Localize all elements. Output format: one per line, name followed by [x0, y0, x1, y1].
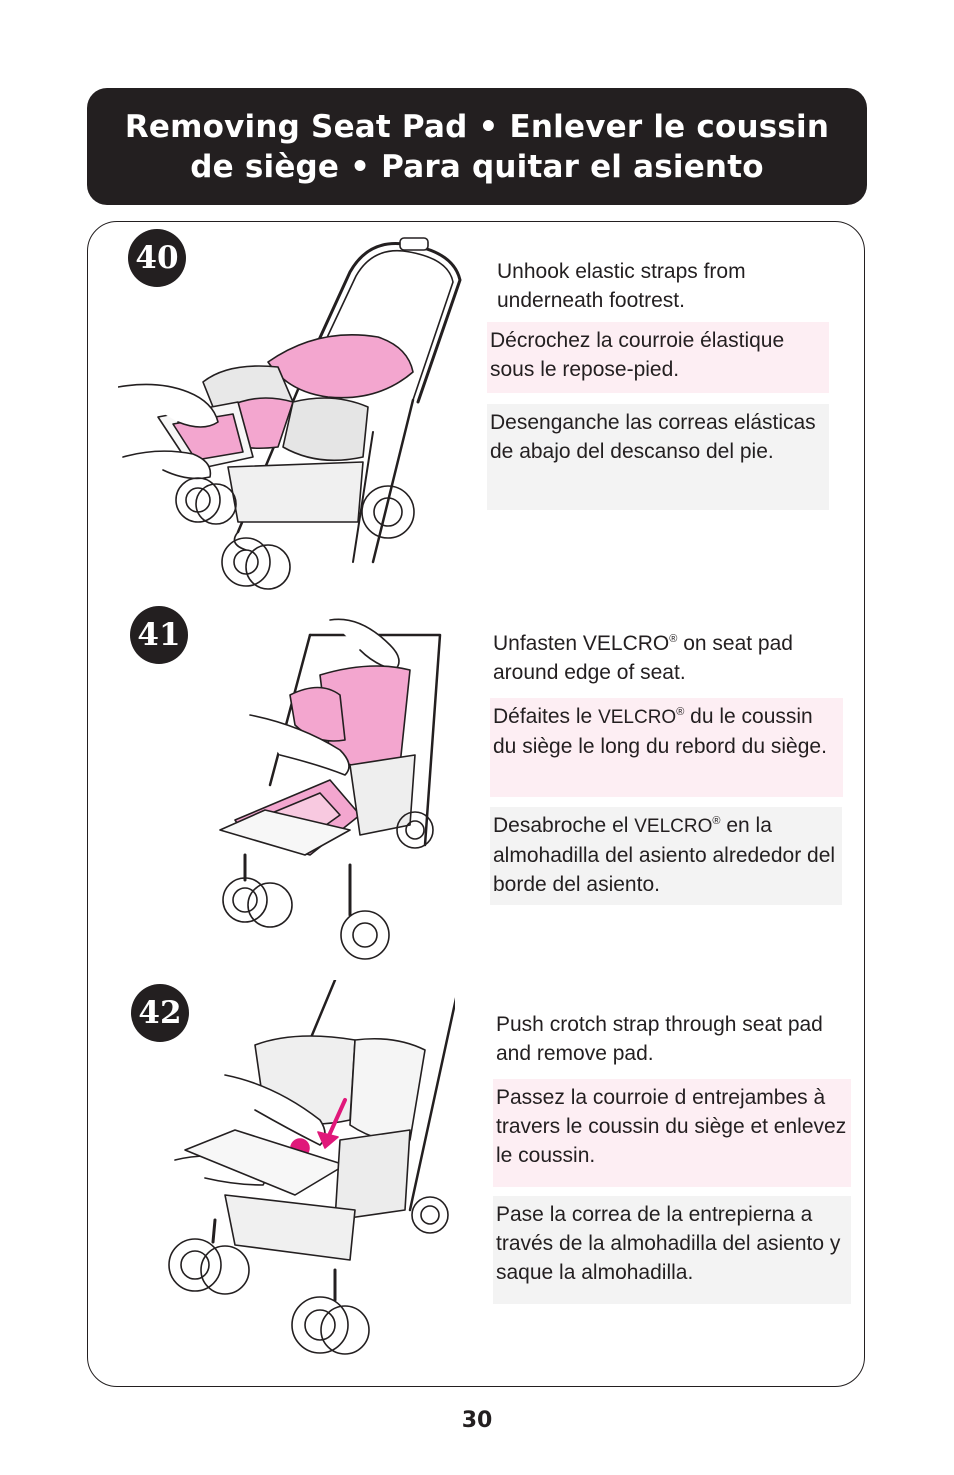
velcro-brand: VELCRO: [634, 816, 713, 837]
registered-mark: ®: [712, 815, 721, 827]
velcro-brand: VELCRO: [598, 707, 677, 728]
step-41-french: [490, 698, 843, 797]
registered-mark: ®: [676, 706, 685, 718]
step-41-french-part-2: du le coussin du siège le long du rebord du siège.: [493, 705, 827, 758]
step-40-french: Décrochez la courroie élastique sous le repose-pied.: [487, 322, 829, 393]
title-line-1: Removing Seat Pad • Enlever le coussin: [124, 108, 830, 145]
step-40-spanish: Desenganche las correas elásticas de abajo del descanso del pie.: [487, 404, 829, 510]
step-42-french: Passez la courroie d entrejambes à travers le coussin du siège et enlevez le coussin.: [493, 1079, 851, 1187]
step-41-english-part-2: on seat pad around edge of seat.: [493, 632, 793, 684]
step-41-english-part-1: Unfasten VELCRO: [493, 632, 670, 655]
step-41-english: [493, 629, 833, 687]
stroller-illustration-step-42: [155, 980, 455, 1365]
step-41-spanish-part-1: Desabroche el: [493, 814, 635, 837]
step-41-french-part-1: Défaites le: [493, 705, 599, 728]
step-42-number: 42: [131, 984, 189, 1042]
page-title: [125, 107, 829, 187]
stroller-illustration-step-41: [210, 615, 450, 965]
step-42-spanish: Pase la correa de la entrepierna a través de la almohadilla del asiento y saque la almohadilla.: [493, 1196, 851, 1304]
step-41-spanish-part-2: en la almohadilla del asiento alrededor del borde del asiento.: [493, 814, 836, 896]
registered-mark: ®: [669, 633, 678, 645]
step-42-english: Push crotch strap through seat pad and remove pad.: [496, 1013, 823, 1065]
step-41-spanish: [490, 807, 842, 905]
title-line-2: de siège • Para quitar el asiento: [190, 148, 764, 185]
stroller-illustration-step-40: [118, 232, 468, 592]
step-40-english: Unhook elastic straps from underneath footrest.: [497, 260, 746, 312]
page-header: [87, 88, 867, 205]
step-40-number: 40: [128, 229, 186, 287]
step-41-number: 41: [130, 606, 188, 664]
page-number: 30: [461, 1408, 493, 1433]
